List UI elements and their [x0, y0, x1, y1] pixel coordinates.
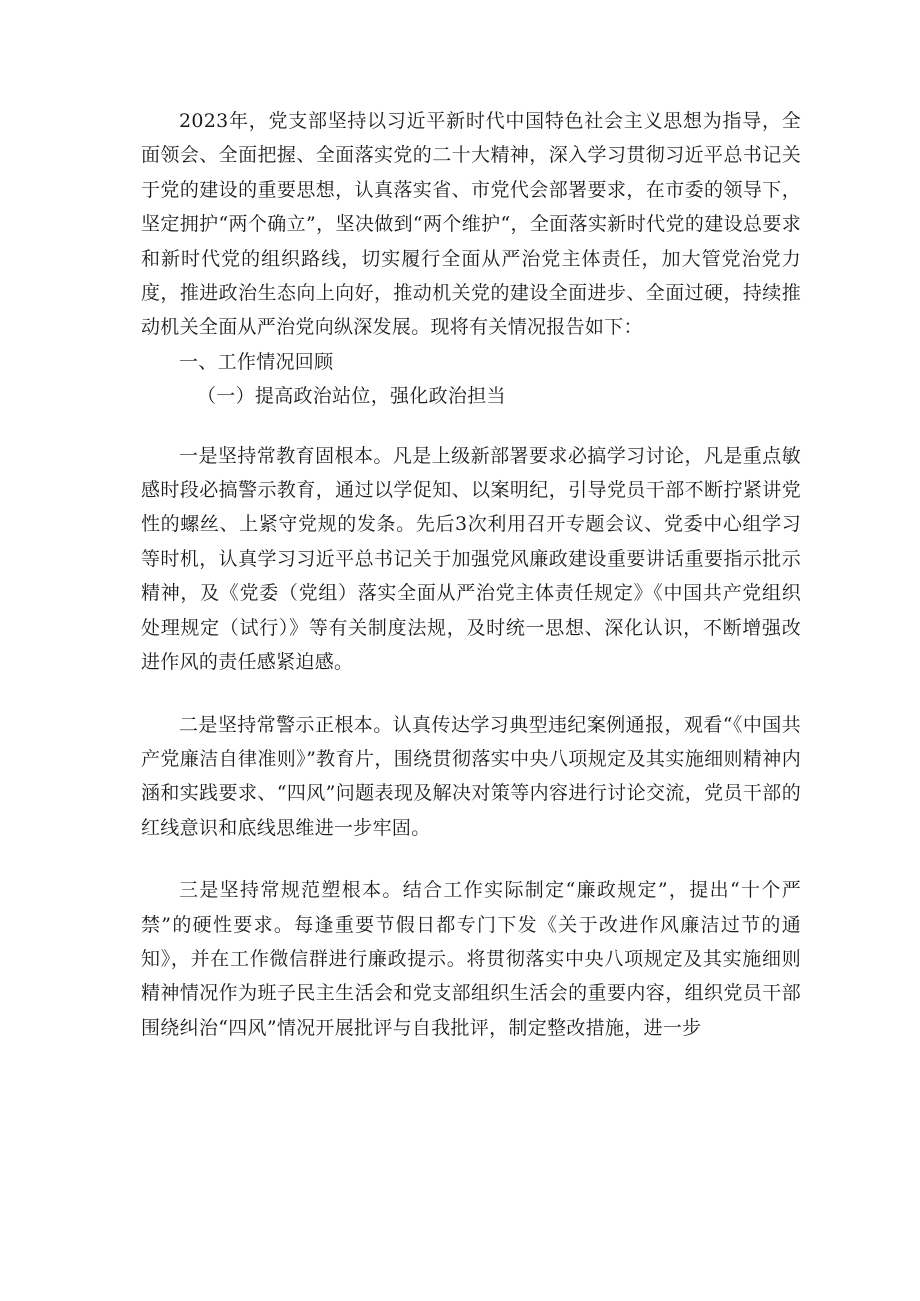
document-body [141, 104, 801, 1045]
subsection-heading: （一）提高政治站位，强化政治担当 [197, 385, 506, 408]
section-heading: 一、工作情况回顾 [179, 350, 334, 373]
body-paragraph-3: 三是坚持常规范塑根本。结合工作实际制定“廉政规定”，提出“十个严禁”的硬性要求。每逢重要节假日都专门下发《关于改进作风廉洁过节的通知》，并在工作微信群进行廉政提示。将贯彻落实中央八项规定及其实施细则精神情况作为班子民主生活会和党支部组织生活会的重要内容，组织党员干部围绕纠治“四风”情况开展批评与自我批评，制定整改措施，进一步 [141, 879, 801, 1039]
intro-paragraph: 2023年，党支部坚持以习近平新时代中国特色社会主义思想为指导，全面领会、全面把握、全面落实党的二十大精神，深入学习贯彻习近平总书记关于党的建设的重要思想，认真落实省、市党代会部署要求，在市委的领导下，坚定拥护“两个确立”，坚决做到“两个维护“，全面落实新时代党的建设总要求和新时代党的组织路线，切实履行全面从严治党主体责任，加大管党治党力度，推进政治生态向上向好，推动机关党的建设全面进步、全面过硬，持续推动机关全面从严治党向纵深发展。现将有关情况报告如下： [141, 110, 801, 339]
body-paragraph-1: 一是坚持常教育固根本。凡是上级新部署要求必搞学习讨论，凡是重点敏感时段必搞警示教育，通过以学促知、以案明纪，引导党员干部不断拧紧讲党性的螺丝、上紧守党规的发条。先后3次利用召开专题会议、党委中心组学习等时机，认真学习习近平总书记关于加强党风廉政建设重要讲话重要指示批示精神，及《党委（党组）落实全面从严治党主体责任规定》《中国共产党组织处理规定（试行）》等有关制度法规，及时统一思想、深化认识，不断增强改进作风的责任感紧迫感。 [141, 444, 801, 674]
body-paragraph-2: 二是坚持常警示正根本。认真传达学习典型违纪案例通报，观看“《中国共产党廉洁自律准则》”教育片，围绕贯彻落实中央八项规定及其实施细则精神内涵和实践要求、“四风”问题表现及解决对策等内容进行讨论交流，党员干部的红线意识和底线思维进一步牢固。 [141, 713, 801, 839]
